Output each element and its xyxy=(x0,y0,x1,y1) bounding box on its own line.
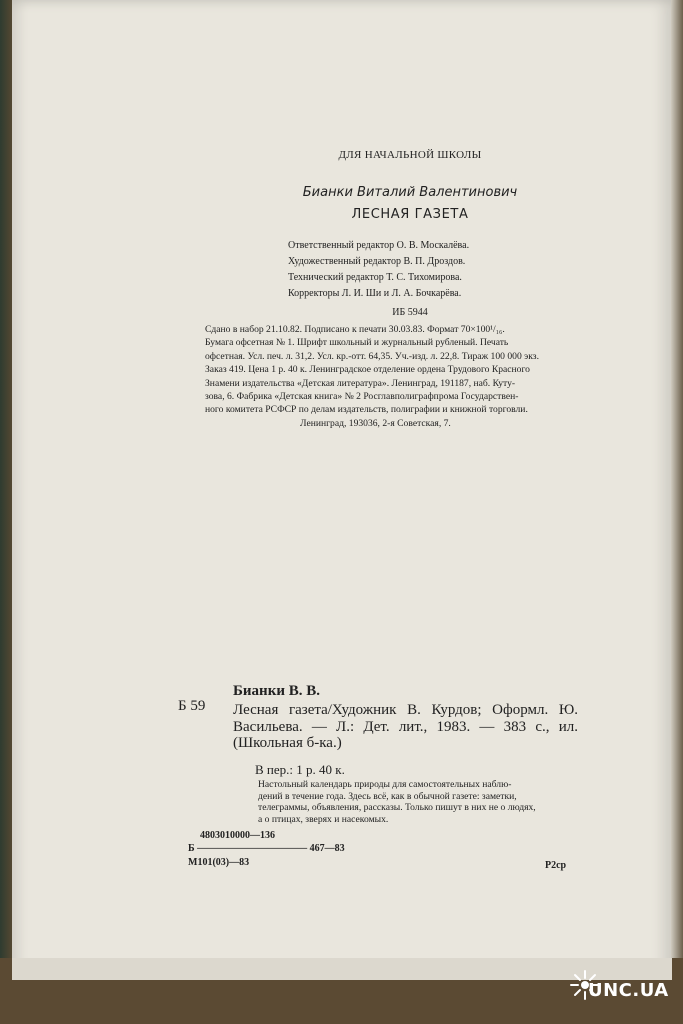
credit-line: Ответственный редактор О. В. Москалёва. xyxy=(288,240,470,251)
catalog-code-line: Б ——————————— 467—83 xyxy=(188,843,345,854)
imprint-line: офсетная. Усл. печ. л. 31,2. Усл. кр.-отт. 64,35. Уч.-изд. л. 22,8. Тираж 100 000 экз. xyxy=(205,350,539,362)
catalog-code: Б 59 xyxy=(178,698,206,714)
catalog-body: Лесная газета/Художник В. Курдов; Оформл. Ю. Васильева. — Л.: Дет. лит., 1983. — 383 с., ил. (Школьная б-ка.) xyxy=(233,702,578,751)
imprint-line: Знамени издательства «Детская литература». Ленинград, 191187, наб. Куту- xyxy=(205,377,516,389)
credit-line: Корректоры Л. И. Ши и Л. А. Бочкарёва. xyxy=(288,288,462,299)
imprint-line: Бумага офсетная № 1. Шрифт школьный и журнальный рубленый. Печать xyxy=(205,337,509,349)
annotation-line: а о птицах, зверях и насекомых. xyxy=(258,813,389,825)
annotation-line: Настольный календарь природы для самостоятельных наблю- xyxy=(258,779,512,790)
annotation-line: дений в течение года. Здесь всё, как в обычной газете: заметки, xyxy=(258,790,517,802)
imprint-line: Сдано в набор 21.10.82. Подписано к печати 30.03.83. Формат 70×100¹/₁₆. xyxy=(205,324,505,335)
ib-number: ИБ 5944 xyxy=(392,307,428,318)
imprint-block xyxy=(205,323,580,430)
imprint-line: зова, 6. Фабрика «Детская книга» № 2 Росглавполиграфпрома Государствен- xyxy=(205,391,519,403)
credit-line: Художественный редактор В. П. Дроздов. xyxy=(288,256,466,267)
imprint-line: ного комитета РСФСР по делам издательств, полиграфии и книжной торговли. xyxy=(205,404,528,416)
catalog-price: В пер.: 1 р. 40 к. xyxy=(255,762,345,777)
imprint-line: Заказ 419. Цена 1 р. 40 к. Ленинградское отделение ордена Трудового Красного xyxy=(205,364,530,376)
catalog-code-line: М101(03)—83 xyxy=(188,857,250,868)
watermark-text: UNC.UA xyxy=(588,980,669,1001)
book-page xyxy=(12,0,672,980)
imprint-line: Ленинград, 193036, 2-я Советская, 7. xyxy=(300,417,451,429)
catalog-code-line: 4803010000—136 xyxy=(200,830,275,841)
series-label: ДЛЯ НАЧАЛЬНОЙ ШКОЛЫ xyxy=(338,149,482,161)
classification-mark: Р2ср xyxy=(545,860,567,871)
credit-line: Технический редактор Т. С. Тихомирова. xyxy=(288,272,462,283)
catalog-heading: Бианки В. В. xyxy=(233,683,320,699)
book-title: ЛЕСНАЯ ГАЗЕТА xyxy=(351,207,469,222)
annotation-line: телеграммы, объявления, рассказы. Только пишут в них не о людях, xyxy=(258,802,536,813)
annotation-block xyxy=(258,779,588,825)
author-name: Бианки Виталий Валентинович xyxy=(302,185,518,200)
page-edge-right xyxy=(671,0,683,1024)
